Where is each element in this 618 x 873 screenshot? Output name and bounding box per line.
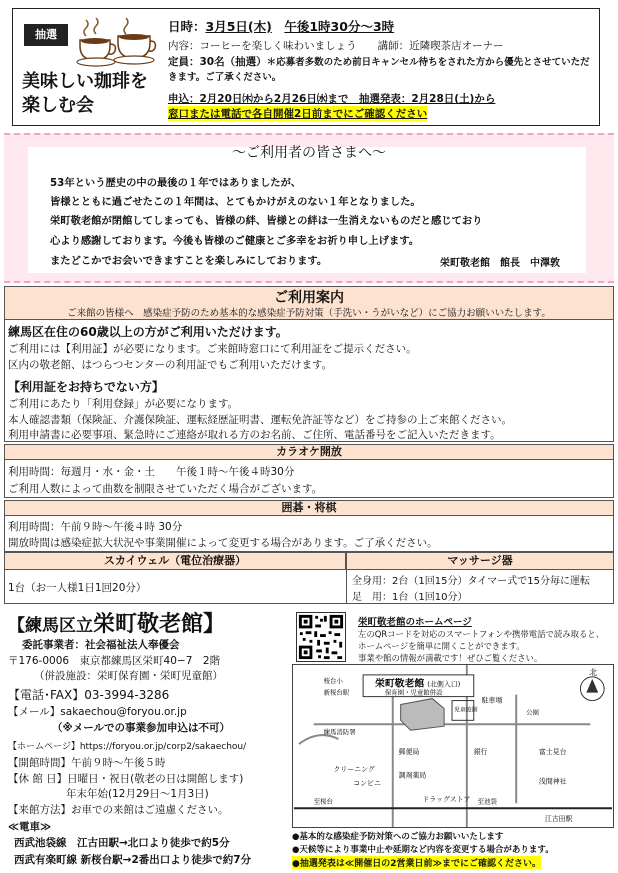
map-label: ドラッグストア [422, 795, 471, 804]
event-title [22, 70, 167, 118]
map-label: コンビニ [353, 779, 381, 788]
message-line: 皆様とともに過ごせたこの１年間は、とてもかけがえのない１年となりました。 [50, 196, 421, 208]
guide-line: 利用申請書に必要事項、緊急時にご連絡が取れる方のお名前、ご住所、電話番号をご記入いただきます。 [8, 429, 501, 441]
guide-line: ご利用にあたり「利用登録」が必要になります。 [8, 398, 239, 410]
center-annex: （併設施設：栄町保育園・栄町児童館） [34, 670, 223, 682]
map-center-sub: 保育園・児童館併設 [384, 688, 443, 697]
homepage-text: ホームページを簡単に開くことができます。 [358, 641, 525, 651]
event-lecturer: 講師：近隣喫茶店オーナー [377, 40, 504, 52]
map-label: 練馬消防署 [323, 728, 356, 737]
center-access: 【来館方法】お車での来館はご遠慮ください。 [8, 804, 229, 816]
event-content [168, 38, 504, 53]
skyweru-detail: 1台（お一人様1日1回20分） [8, 582, 147, 594]
event-date [168, 17, 394, 35]
event-time: 午後1時30分〜3時 [284, 19, 395, 34]
guide-line: 区内の敬老館、はつらつセンターの利用証でもご利用いただけます。 [8, 359, 333, 371]
center-homepage[interactable]: 【ホームページ】https://foryou.or.jp/corp2/sakaechou/ [8, 742, 247, 752]
center-closed2: 年末年始(12月29日〜1月3日) [66, 788, 209, 800]
massage-line1: 全身用：2台（1回15分）タイマー式で15分毎に運転 [352, 576, 590, 587]
message-line: またどこかでお会いできますことを楽しみにしております。 [50, 255, 328, 267]
note-line: ●基本的な感染症予防対策へのご協力お願いいたします [292, 832, 504, 842]
map-label: 郵便局 [398, 747, 420, 756]
map-building-icon [401, 699, 444, 731]
center-name [8, 607, 225, 638]
center-closed: 【休 館 日】日曜日・祝日(敬老の日は開館します) [8, 773, 244, 785]
go-shogi-hours: 利用時間：午前９時〜午後４時 30分 [8, 521, 183, 533]
train-heading: ≪電車≫ [8, 821, 51, 833]
event-capacity [168, 55, 593, 85]
guide-eligibility: 練馬区在住の60歳以上の方がご利用いただけます。 [8, 325, 288, 339]
event-content-text: 内容：コーヒーを楽しく味わいましょう [168, 40, 357, 52]
karaoke-hours: 利用時間：毎週月・水・金・土 午後１時〜午後４時30分 [8, 466, 295, 478]
event-capacity-note: ＊応募者多数のため前日キャンセル待ちをされた方から優先とさせていただきます。ご了承ください。 [168, 57, 590, 83]
map-label: 児童遊園 [453, 707, 478, 714]
message-line: 心より感謝しております。今後も皆様のご健康とご多幸をお祈り申し上げます。 [50, 235, 420, 247]
message-signature: 栄町敬老館 館長 中澤敦 [440, 258, 560, 269]
karaoke-note: ご利用人数によって曲数を制限させていただく場合がございます。 [8, 483, 323, 495]
map-label: 新桜台駅 [323, 688, 350, 697]
massage-line2: 足 用：1台（1回10分） [352, 592, 468, 603]
center-name-text: 栄町敬老館】 [93, 612, 226, 637]
map-label: 至桜台 [313, 797, 333, 806]
map-label: 浅間神社 [538, 777, 567, 786]
karaoke-heading: カラオケ開放 [4, 444, 614, 460]
center-mail[interactable]: 【メール】sakaechou@foryou.or.jp [8, 706, 187, 718]
map-center-entrance: (北側入口) [427, 680, 461, 689]
go-shogi-note: 開放時間は感染症拡大状況や事業開催によって変更する場合があります。ご了承ください。 [8, 537, 438, 549]
map-label: 調剤薬局 [398, 771, 427, 780]
event-apply: 申込：2月20日㈭から2月26日㈬まで 抽選発表：2月28日(土)から [168, 93, 496, 105]
map-label: 公園 [526, 708, 539, 717]
homepage-title: 栄町敬老館のホームページ [358, 617, 472, 628]
skyweru-heading: スカイウェル（電位治療器） [4, 552, 346, 570]
note-highlight: ●抽選発表は≪開催日の2営業日前≫までにご確認ください。 [292, 856, 541, 869]
center-tel: 【電話･FAX】03-3994-3286 [8, 688, 170, 702]
guide-subtitle: ご来館の皆様へ 感染症予防のため基本的な感染症予防対策（手洗い・うがいなど）にご協力お願いいたします。 [67, 308, 551, 319]
go-shogi-heading: 囲碁・将棋 [4, 500, 614, 516]
center-mail-note: （※メールでの事業参加申込は不可） [52, 722, 230, 734]
event-title-line1: 美味しい珈琲を [22, 71, 148, 92]
coffee-cups-icon [76, 14, 158, 68]
map-label: 銀行 [473, 747, 488, 756]
note-line: ●天候等により事業中止や延期など内容を変更する場合があります。 [292, 845, 554, 855]
event-title-line2: 楽しむ会 [22, 95, 94, 116]
message-title: 〜ご利用者の皆さまへ〜 [232, 145, 386, 161]
map-label: 富士見台 [538, 747, 567, 756]
event-capacity-text: 定員：30名（抽選） [168, 56, 267, 68]
map-label: クリーニング [333, 765, 375, 774]
event-date-value: 3月5日(木) [205, 19, 272, 34]
train-route-2: 西武有楽町線 新桜台駅→2番出口より徒歩で約7分 [14, 854, 252, 866]
guide-title: ご利用案内 [274, 290, 344, 306]
homepage-text: 事業や館の情報が満載です！ぜひご覧ください。 [358, 653, 543, 663]
map-label: 桜台小 [323, 676, 343, 685]
guide-line: ご利用には【利用証】が必要になります。ご来館時窓口にて利用証をご提示ください。 [8, 343, 417, 355]
guide-no-card-heading: 【利用証をお持ちでない方】 [8, 380, 164, 394]
homepage-text: 左のQRコードを対応のスマートフォンや携帯電話で読み取ると、 [358, 629, 605, 639]
map-label: 至池袋 [477, 797, 497, 806]
event-confirm: 窓口または電話で各自開催2日前までにご確認ください [168, 108, 428, 120]
qr-code-icon[interactable] [296, 612, 346, 662]
center-operator: 委託事業者：社会福祉法人奉優会 [22, 639, 180, 651]
map-label: 江古田駅 [544, 815, 573, 824]
message-line: 53年という歴史の中の最後の１年ではありましたが、 [50, 177, 302, 189]
train-route-1: 西武池袋線 江古田駅→北口より徒歩で約5分 [14, 837, 230, 849]
message-line: 栄町敬老館が閉館してしまっても、皆様の絆、皆様との絆は一生消えないものだと感じており [50, 215, 483, 227]
lottery-badge: 抽選 [24, 24, 68, 46]
map-north: 北 [589, 667, 598, 677]
massage-heading: マッサージ器 [346, 552, 614, 570]
event-date-label: 日時： [168, 19, 206, 34]
map-label: 駐車場 [481, 696, 503, 705]
center-address: 〒176-0006 東京都練馬区栄町40−7 2階 [8, 655, 221, 667]
guide-line: 本人確認書類（保険証、介護保険証、運転経歴証明書、運転免許証等など）をご持参の上ご来館ください。 [8, 414, 512, 426]
map-center-label: 栄町敬老館 [374, 678, 425, 690]
access-map [292, 664, 614, 828]
center-ward: 【練馬区立 [8, 616, 93, 636]
center-hours: 【開館時間】午前９時〜午後５時 [8, 757, 166, 769]
services-divider [346, 570, 347, 604]
